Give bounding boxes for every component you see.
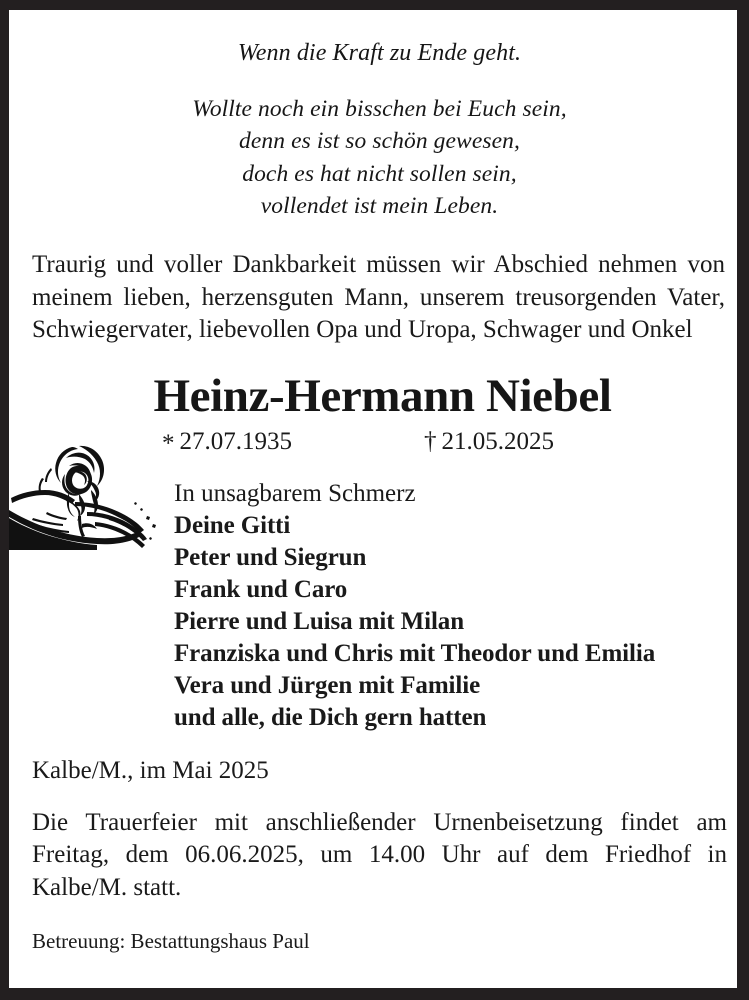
verse-opening-line: Wenn die Kraft zu Ende geht. xyxy=(237,39,522,66)
obituary-card xyxy=(9,10,737,988)
verse-opening xyxy=(32,10,727,69)
verse-stanza xyxy=(32,69,727,223)
verse-line-1: Wollte noch ein bisschen bei Euch sein, xyxy=(192,95,567,122)
cross-icon: † xyxy=(424,427,437,455)
birth-date: 27.07.1935 xyxy=(179,427,292,455)
death-date: 21.05.2025 xyxy=(441,427,554,455)
mourner-line: Deine Gitti xyxy=(174,511,291,539)
mourner-line: Peter und Siegrun xyxy=(174,543,367,571)
death-date-group xyxy=(424,428,554,456)
verse-line-2: denn es ist so schön gewesen, xyxy=(239,128,520,154)
birth-date-group xyxy=(162,428,424,456)
deceased-name: Heinz-Hermann Niebel xyxy=(153,369,612,422)
place-and-date: Kalbe/M., im Mai 2025 xyxy=(32,756,269,784)
mourner-line: Vera und Jürgen mit Familie xyxy=(174,671,481,699)
verse-line-4: vollendet ist mein Leben. xyxy=(260,193,499,219)
mourner-line: Frank und Caro xyxy=(174,575,348,603)
obituary-content xyxy=(9,10,737,988)
mourner-line: Pierre und Luisa mit Milan xyxy=(174,607,465,635)
intro-paragraph: Traurig und voller Dankbarkeit müssen wir Abschied nehmen von meinem lieben, herzensguten Mann, unserem treusorgenden Vater, Schwiegervater, liebevollen Opa und Uropa, Schwager und Onkel xyxy=(32,251,725,343)
mourner-line: und alle, die Dich gern hatten xyxy=(174,703,487,731)
life-dates xyxy=(32,428,727,456)
undertaker-note: Betreuung: Bestattungshaus Paul xyxy=(32,929,310,954)
verse-line-3: doch es hat nicht sollen sein, xyxy=(242,160,517,187)
birth-star-icon: * xyxy=(162,429,175,457)
service-paragraph: Die Trauerfeier mit anschließender Urnenbeisetzung findet am Freitag, dem 06.06.2025, um 14.00 Uhr auf dem Friedhof in Kalbe/M. statt. xyxy=(32,808,727,901)
mourner-line: Franziska und Chris mit Theodor und Emilia xyxy=(174,639,656,667)
mourners-intro: In unsagbarem Schmerz xyxy=(174,479,416,507)
mourners-block xyxy=(32,478,727,734)
